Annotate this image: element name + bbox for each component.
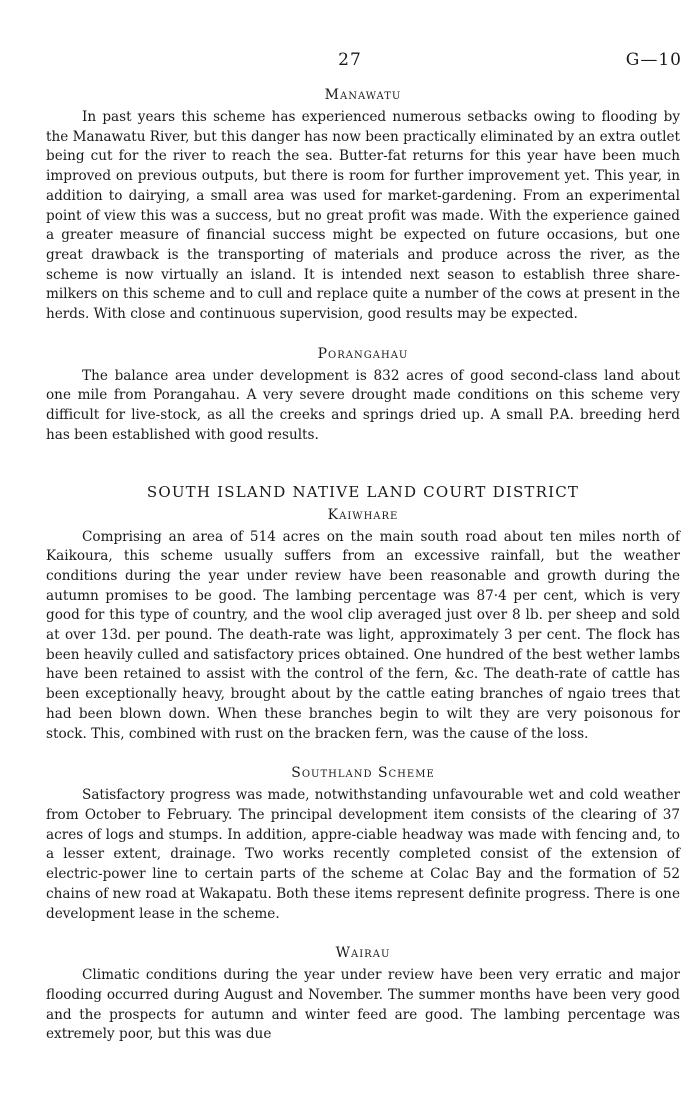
section-heading-wairau: Wairau — [335, 945, 391, 962]
page-content — [46, 86, 680, 1045]
section-manawatu — [46, 86, 680, 325]
paragraph-southland: Satisfactory progress was made, notwithstanding unfavourable wet and cold weather from October to February. The principal development item consists of the clearing of 37 acres of logs and stumps. In addition, appre-ciable headway was made with fencing and, to a lesser extent, drainage. Two works recently completed consist of the extension of electric-power line to certain parts of the scheme at Colac Bay and the formation of 52 chains of new road at Wakapatu. Both these items represent definite progress. There is one development lease in the scheme. — [46, 787, 680, 922]
section-wairau — [46, 944, 680, 1045]
page-number: 27 — [338, 50, 362, 70]
paragraph-wairau: Climatic conditions during the year under review have been very erratic and major flooding occurred during August and November. The summer months have been very good and the prospects for autumn and winter feed are good. The lambing percentage was extremely poor, but this was due — [46, 967, 680, 1043]
section-district — [46, 482, 680, 502]
section-kaiwhare — [46, 506, 680, 745]
paragraph-kaiwhare: Comprising an area of 514 acres on the main south road about ten miles north of Kaikoura, this scheme usually suffers from an excessive rainfall, but the weather conditions during the year under review have been reasonable and growth during the autumn promises to be good. The lambing percentage was 87·4 per cent, which is very good for this type of country, and the wool clip averaged just over 8 lb. per sheep and sold at over 13d. per pound. The death-rate was light, approximately 3 per cent. The flock has been heavily culled and satisfactory prices obtained. One hundred of the best wether lambs have been retained to assist with the control of the fern, &c. The death-rate of cattle has been exceptionally heavy, brought about by the cattle eating branches of ngaio trees that had been blown down. When these branches begin to wilt they are very poisonous for stock. This, combined with rust on the bracken fern, was the cause of the loss. — [46, 528, 680, 742]
section-southland — [46, 764, 680, 924]
page-reference: G—10 — [625, 50, 682, 70]
section-heading-manawatu: Manawatu — [324, 87, 402, 103]
paragraph-porangahau: The balance area under development is 832 acres of good second-class land about one mile from Porangahau. A very severe drought made conditions on this scheme very difficult for live-stock, as all the creeks and springs dried up. A small P.A. breeding herd has been established with good results. — [46, 367, 680, 443]
paragraph-manawatu: In past years this scheme has experienced numerous setbacks owing to flooding by the Manawatu River, but this danger has now been practically eliminated by an extra outlet being cut for the river to reach the sea. Butter-fat returns for this year have been much improved on previous outputs, but there is room for further improvement yet. This year, in addition to dairying, a small area was used for market-gardening. From an experimental point of view this was a success, but no great profit was made. With the experience gained a greater measure of financial success might be expected on future occasions, but one great drawback is the transporting of materials and produce across the river, as the scheme is now virtually an island. It is intended next season to establish three share-milkers on this scheme and to cull and replace quite a number of the cows at present in the herds. With close and continuous supervision, good results may be expected. — [46, 109, 680, 323]
section-porangahau — [46, 345, 680, 446]
district-heading: SOUTH ISLAND NATIVE LAND COURT DISTRICT — [146, 482, 580, 501]
section-heading-porangahau: Porangahau — [317, 345, 409, 362]
section-heading-kaiwhare: Kaiwhare — [327, 506, 399, 523]
section-heading-southland: Southland Scheme — [291, 765, 435, 782]
